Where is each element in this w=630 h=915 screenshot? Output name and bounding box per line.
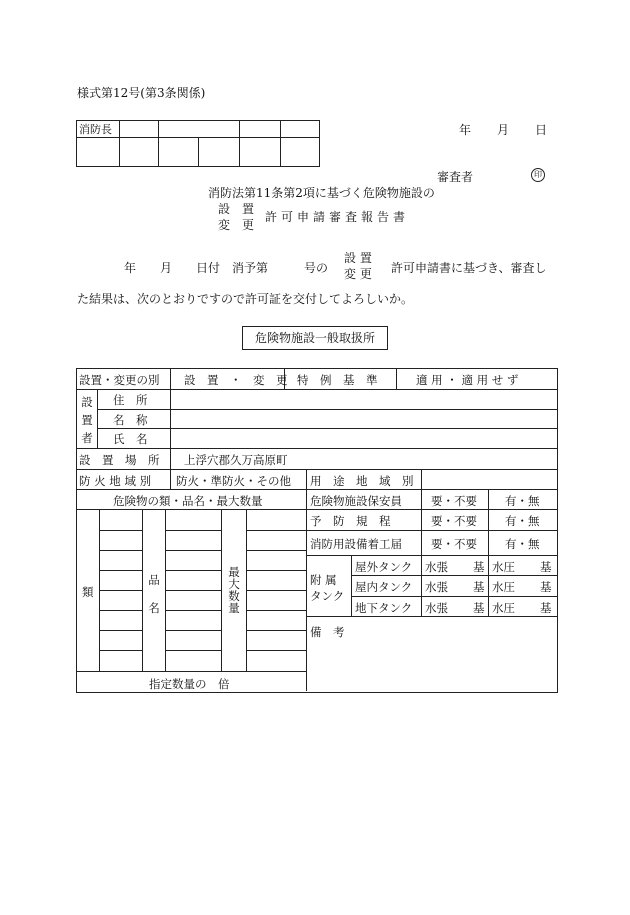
type-value: 設 置 ・ 変 更 [184,373,288,387]
tank-underground-name: 地下タンク [355,601,413,615]
guard-req: 要・不要 [431,494,477,508]
title-suffix: 許可申請審査報告書 [265,210,410,224]
approval-grid [76,120,320,167]
tank-outdoor-name: 屋外タンク [355,560,413,574]
class-label: 類 [82,585,94,599]
tank-outdoor-unit1: 基 [473,560,485,574]
date-month: 月 [497,123,510,137]
tank-underground-test1: 水張 [425,601,448,615]
hazmat-header: 危険物の類・品名・最大数量 [113,494,263,508]
person-label: 氏 名 [113,432,148,446]
tank-indoor-test1: 水張 [425,580,448,594]
tank-indoor-unit2: 基 [540,580,552,594]
tank-indoor-unit1: 基 [473,580,485,594]
tank-underground-unit1: 基 [473,601,485,615]
guard-label: 危険物施設保安員 [310,494,402,508]
title-line1: 消防法第11条第2項に基づく危険物施設の [208,186,435,200]
name-label: 名 称 [113,413,148,427]
guard-yn: 有・無 [505,494,540,508]
address-label: 住 所 [113,393,148,407]
tank-label: 附 属 タンク [310,573,345,603]
facility-type-box: 危険物施設一般取扱所 [242,326,388,350]
location-value: 上浮穴郡久万高原町 [184,453,288,467]
equip-req: 要・不要 [431,537,477,551]
location-label: 設 置 場 所 [79,453,160,467]
equip-label: 消防用設備着工届 [310,537,402,551]
body-opt2: 変 更 [344,267,372,281]
tank-outdoor-test2: 水圧 [492,560,515,574]
max-qty-label: 最大数量 [228,565,240,615]
title-opt2: 変 更 [218,218,255,232]
installer-label: 設置者 [81,395,93,445]
body-opt1: 設 置 [344,251,372,265]
rules-yn: 有・無 [505,514,540,528]
head-label: 消防長 [77,121,120,138]
remarks-label: 備 考 [310,625,345,639]
fire-zone-value: 防火・準防火・その他 [176,474,291,488]
tank-outdoor-unit2: 基 [540,560,552,574]
item-label: 品名 [148,573,160,615]
special-value: 適 用 ・ 適 用 せ ず [416,373,519,387]
form-number: 様式第12号(第3条関係) [77,86,206,100]
tank-underground-test2: 水圧 [492,601,515,615]
date-year: 年 [459,123,472,137]
type-label: 設置・変更の別 [79,373,160,387]
use-zone-label: 用 途 地 域 別 [310,474,414,488]
date-day: 日 [535,123,548,137]
body-line2: た結果は、次のとおりですので許可証を交付してよろしいか。 [77,292,414,306]
rules-req: 要・不要 [431,514,477,528]
equip-yn: 有・無 [505,537,540,551]
fire-zone-label: 防 火 地 域 別 [79,474,152,488]
reviewer-label: 審査者 [437,170,474,184]
rules-label: 予 防 規 程 [310,514,391,528]
tank-underground-unit2: 基 [540,601,552,615]
tank-indoor-name: 屋内タンク [355,580,413,594]
designated-qty: 指定数量の 倍 [149,677,230,691]
title-opt1: 設 置 [218,202,255,216]
body-part2: 許可申請書に基づき、審査し [391,261,547,275]
seal-mark: 印 [531,168,545,182]
special-label: 特 例 基 準 [297,373,378,387]
body-part1: 年 月 日付 消予第 号の [124,261,329,275]
tank-outdoor-test1: 水張 [425,560,448,574]
tank-indoor-test2: 水圧 [492,580,515,594]
